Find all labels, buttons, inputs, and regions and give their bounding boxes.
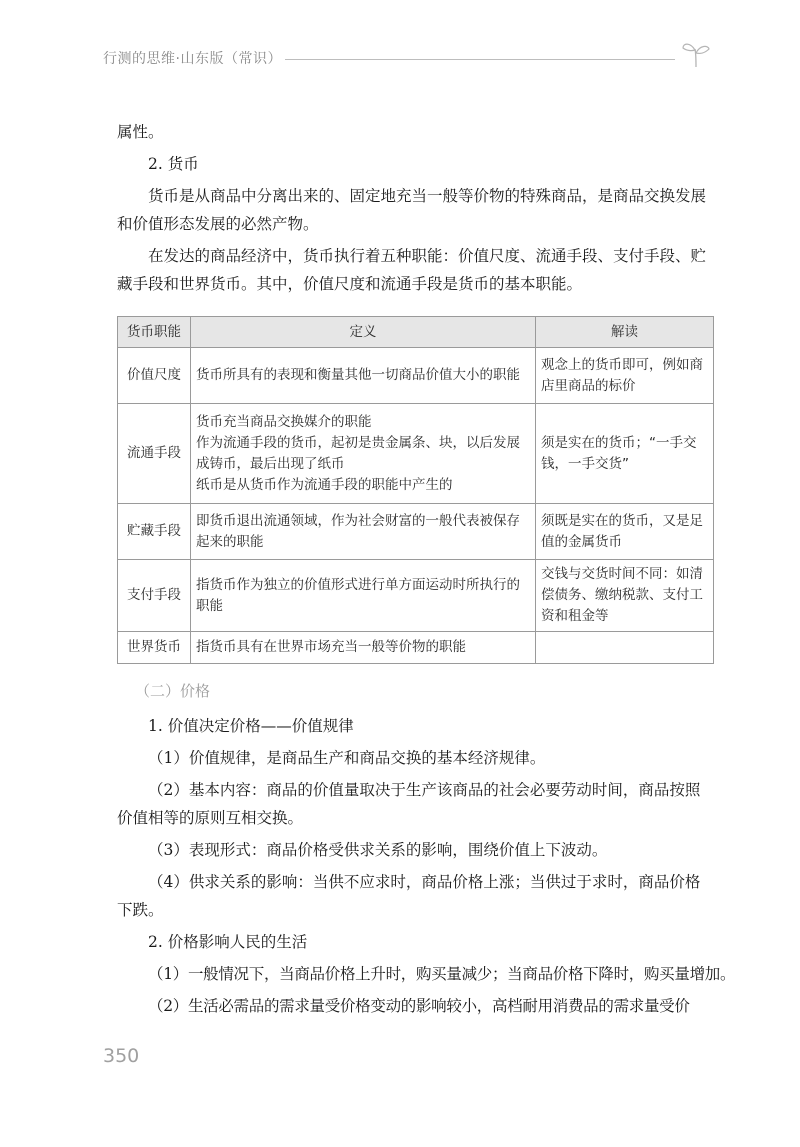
definition-line: 指货币具有在世界市场充当一般等价物的职能 bbox=[196, 639, 466, 655]
definition-line: 货币所具有的表现和衡量其他一切商品价值大小的职能 bbox=[196, 367, 520, 383]
price-heading-1: 1. 价值决定价格——价值规律 bbox=[148, 717, 354, 735]
definition-line: 货币充当商品交换媒介的职能 bbox=[196, 413, 372, 430]
role-cell: 贮藏手段 bbox=[118, 504, 191, 560]
definition-cell bbox=[191, 632, 536, 664]
header-divider bbox=[285, 59, 675, 60]
interpretation-cell: 交钱与交货时间不同：如清偿债务、缴纳税款、支付工资和租金等 bbox=[536, 560, 714, 632]
table-row bbox=[118, 348, 714, 404]
money-functions-table bbox=[117, 316, 714, 664]
interpretation-cell: 观念上的货币即可，例如商店里商品的标价 bbox=[536, 348, 714, 404]
role-cell: 支付手段 bbox=[118, 560, 191, 632]
definition-cell bbox=[191, 560, 536, 632]
definition-cell bbox=[191, 348, 536, 404]
price-block bbox=[117, 712, 736, 1020]
interpretation-cell: 须是实在的货币；“一手交钱，一手交货” bbox=[536, 404, 714, 504]
price-heading-2: 2. 价格影响人民的生活 bbox=[148, 933, 308, 951]
book-title: 行测的思维·山东版（常识） bbox=[103, 51, 282, 67]
column-header-role: 货币职能 bbox=[118, 317, 191, 348]
running-header bbox=[103, 48, 713, 72]
column-header-definition: 定义 bbox=[191, 317, 536, 348]
table-row bbox=[118, 404, 714, 504]
sprout-icon bbox=[681, 40, 711, 68]
price-item-2: （2）基本内容：商品的价值量取决于生产该商品的社会必要劳动时间，商品按照价值相等的原则互相交换。 bbox=[117, 781, 701, 827]
role-cell: 流通手段 bbox=[118, 404, 191, 504]
definition-line: 作为流通手段的货币，起初是贵金属条、块，以后发展成铸币，最后出现了纸币 bbox=[196, 434, 520, 472]
table-row bbox=[118, 632, 714, 664]
section-heading-money: 2. 货币 bbox=[148, 155, 199, 173]
money-functions-paragraph: 在发达的商品经济中，货币执行着五种职能：价值尺度、流通手段、支付手段、贮藏手段和世界货币。其中，价值尺度和流通手段是货币的基本职能。 bbox=[117, 247, 707, 293]
role-cell: 世界货币 bbox=[118, 632, 191, 664]
interpretation-cell bbox=[536, 632, 714, 664]
money-definition-paragraph: 货币是从商品中分离出来的、固定地充当一般等价物的特殊商品，是商品交换发展和价值形态发展的必然产物。 bbox=[117, 187, 707, 233]
price-item-1: （1）价值规律，是商品生产和商品交换的基本经济规律。 bbox=[148, 749, 546, 767]
price-item-6: （2）生活必需品的需求量受价格变动的影响较小，高档耐用消费品的需求量受价 bbox=[148, 997, 690, 1015]
definition-cell bbox=[191, 404, 536, 504]
interpretation-cell: 须既是实在的货币，又是足值的金属货币 bbox=[536, 504, 714, 560]
page-number: 350 bbox=[103, 1045, 140, 1067]
table-header-row bbox=[118, 317, 714, 348]
table-row bbox=[118, 560, 714, 632]
definition-line: 纸币是从货币作为流通手段的职能中产生的 bbox=[196, 476, 453, 493]
price-item-4: （4）供求关系的影响：当供不应求时，商品价格上涨；当供过于求时，商品价格下跌。 bbox=[117, 873, 701, 919]
price-item-5: （1）一般情况下，当商品价格上升时，购买量减少；当商品价格下降时，购买量增加。 bbox=[148, 965, 736, 983]
intro-block bbox=[117, 118, 713, 298]
definition-cell bbox=[191, 504, 536, 560]
definition-line: 指货币作为独立的价值形式进行单方面运动时所执行的职能 bbox=[196, 576, 520, 614]
column-header-interpretation: 解读 bbox=[536, 317, 714, 348]
table-row bbox=[118, 504, 714, 560]
definition-line: 即货币退出流通领域，作为社会财富的一般代表被保存起来的职能 bbox=[196, 512, 520, 550]
price-item-3: （3）表现形式：商品价格受供求关系的影响，围绕价值上下波动。 bbox=[148, 841, 608, 859]
continuation-text: 属性。 bbox=[117, 123, 164, 141]
price-section-title: （二）价格 bbox=[135, 682, 211, 700]
role-cell: 价值尺度 bbox=[118, 348, 191, 404]
